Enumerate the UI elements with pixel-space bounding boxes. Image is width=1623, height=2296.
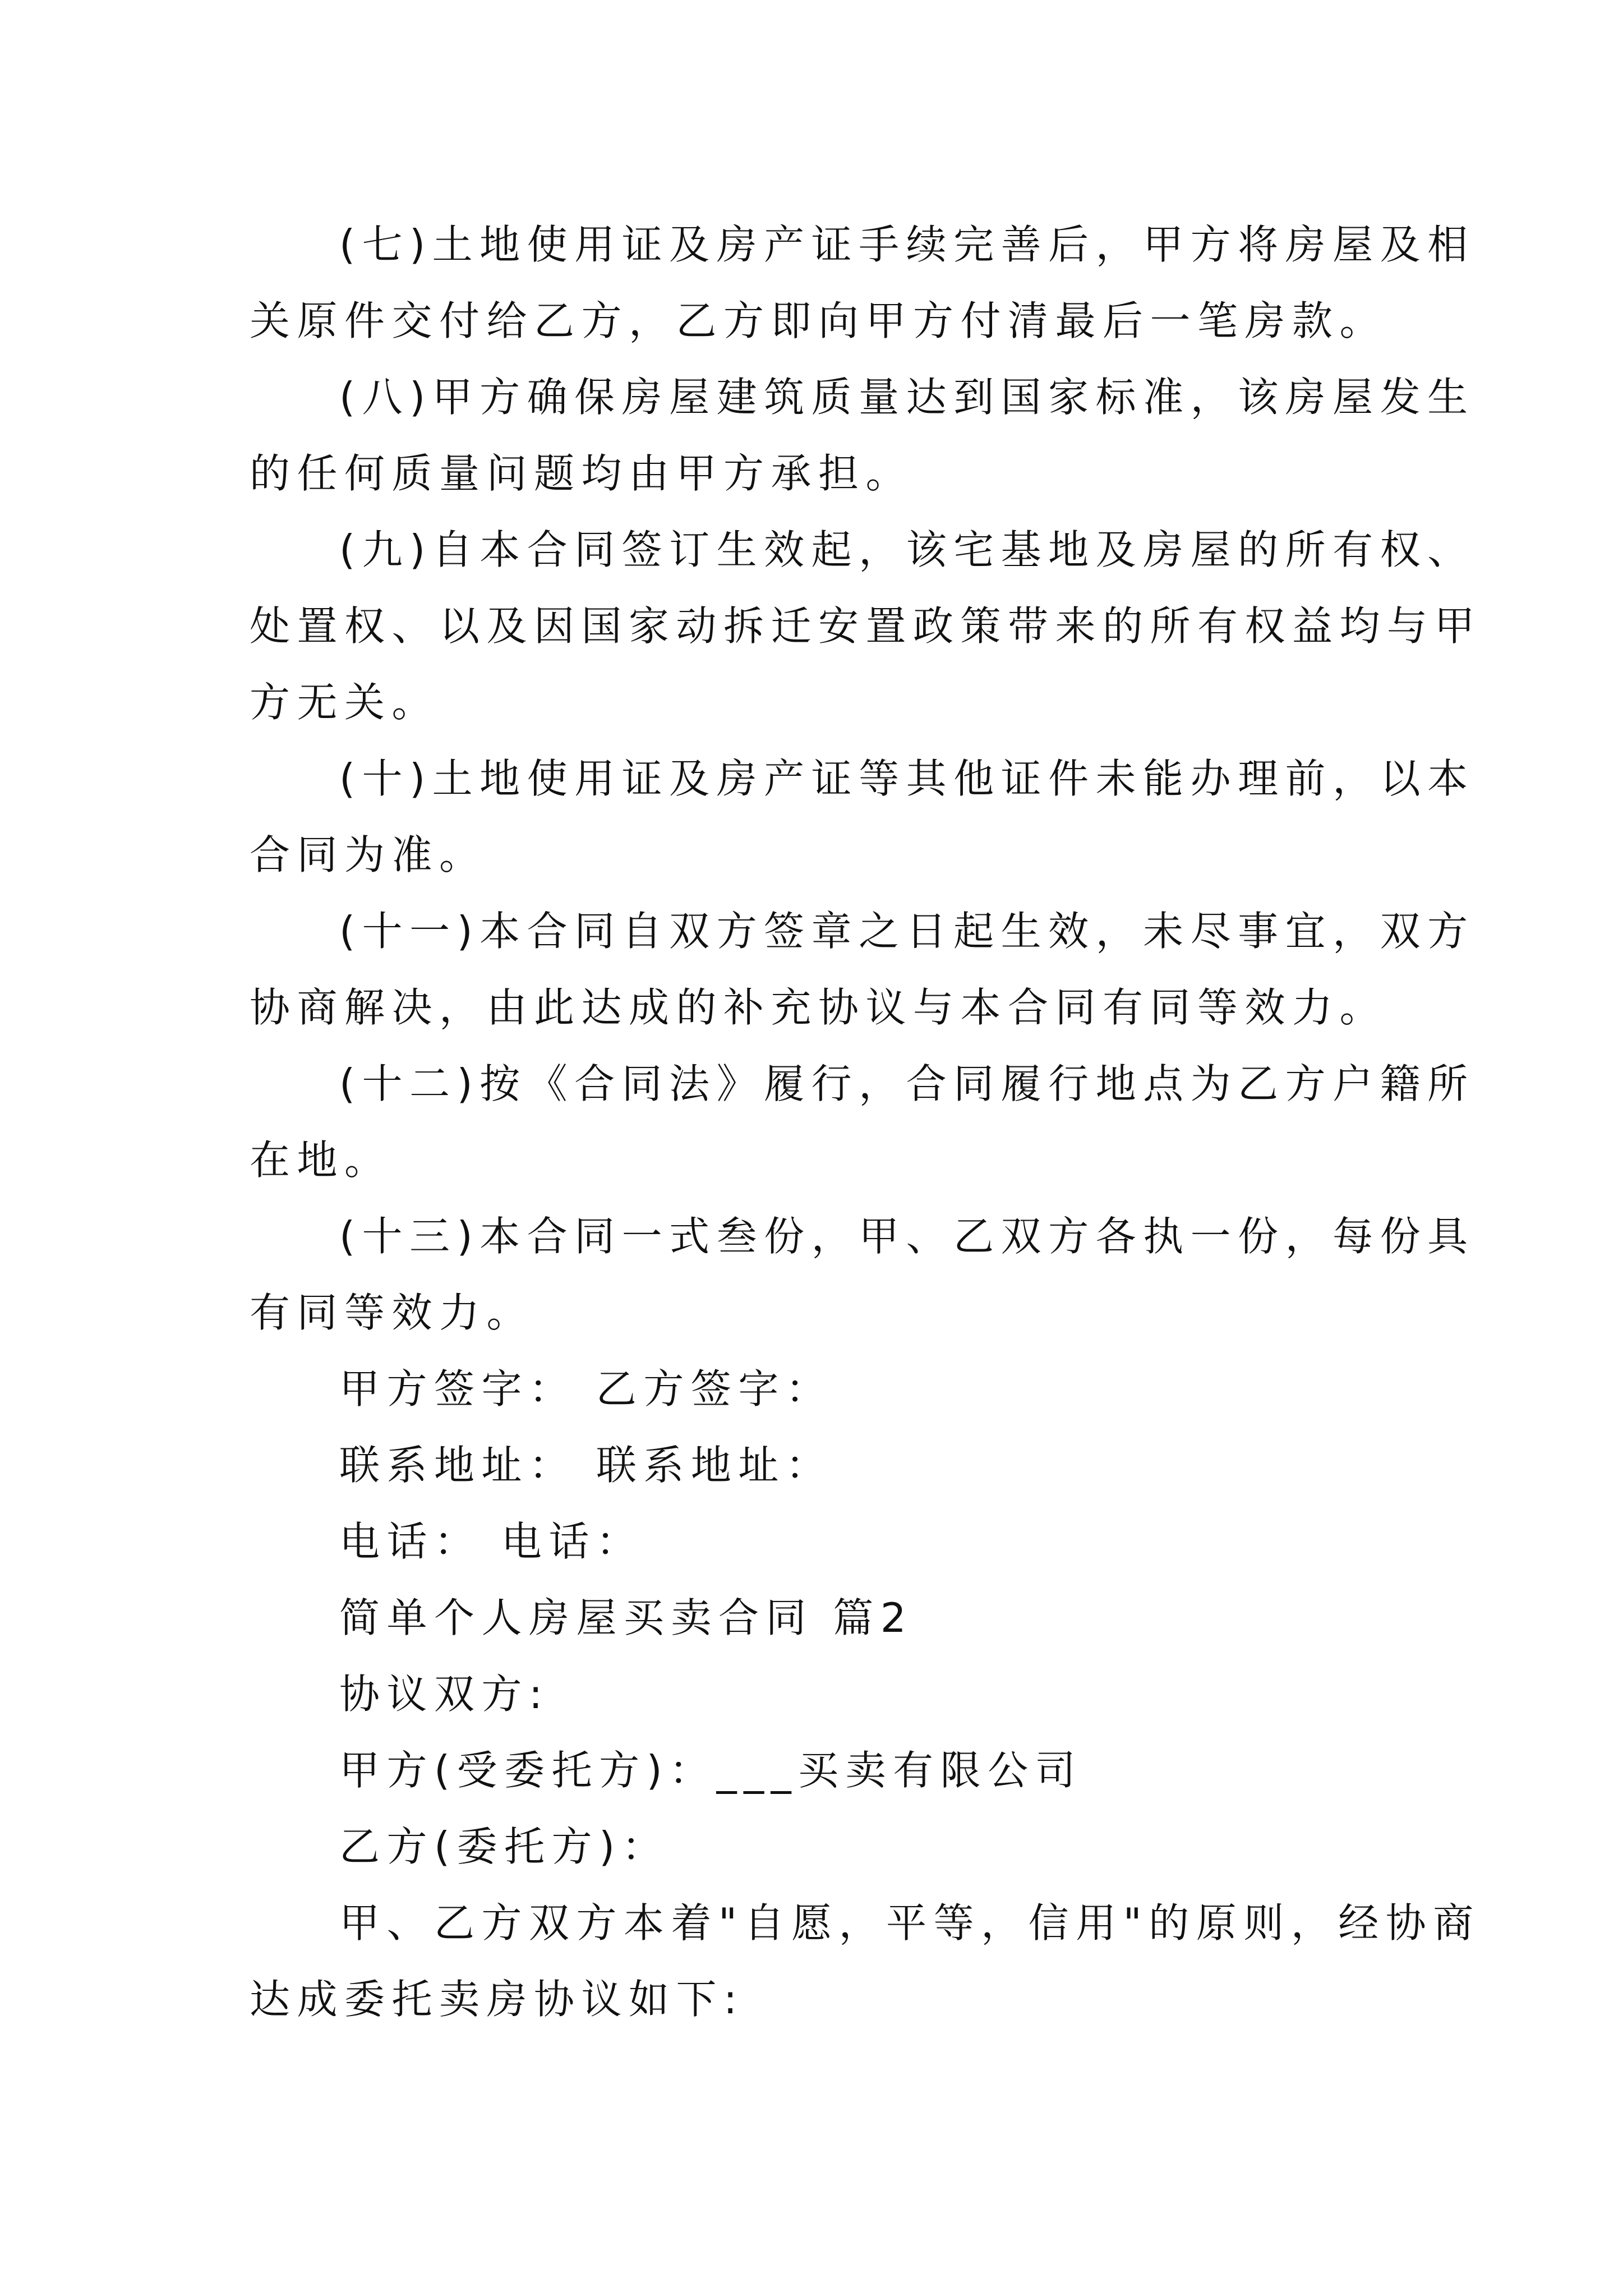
clause-12-line-2: 在地。 — [250, 1137, 392, 1184]
phone-line: 电话： 电话： — [339, 1518, 644, 1565]
section-heading: 简单个人房屋买卖合同 篇2 — [339, 1594, 914, 1641]
document-page — [250, 206, 1482, 2037]
clause-9-line-1: (九)自本合同签订生效起，该宅基地及房屋的所有权、 — [339, 526, 1475, 573]
clause-11-line-1: (十一)本合同自双方签章之日起生效，未尽事宜，双方 — [339, 908, 1475, 955]
clause-9-line-2: 处置权、以及因国家动拆迁安置政策带来的所有权益均与甲 — [250, 602, 1482, 650]
address-line: 联系地址： 联系地址： — [339, 1442, 833, 1489]
clause-12-line-1: (十二)按《合同法》履行，合同履行地点为乙方户籍所 — [339, 1060, 1475, 1107]
clause-13-line-1: (十三)本合同一式叁份，甲、乙双方各执一份，每份具 — [339, 1213, 1475, 1260]
party-b-line: 乙方(委托方)： — [339, 1823, 670, 1870]
clause-9-line-3: 方无关。 — [250, 679, 440, 726]
signature-line: 甲方签字： 乙方签字： — [339, 1365, 833, 1412]
clause-10-line-2: 合同为准。 — [250, 831, 487, 878]
clause-7-line-2: 关原件交付给乙方，乙方即向甲方付清最后一笔房款。 — [250, 297, 1387, 344]
parties-label: 协议双方: — [339, 1671, 550, 1718]
preamble-line-2: 达成委托卖房协议如下: — [250, 1976, 744, 2023]
clause-13-line-2: 有同等效力。 — [250, 1289, 534, 1336]
clause-8-line-1: (八)甲方确保房屋建筑质量达到国家标准，该房屋发生 — [339, 374, 1475, 421]
party-a-line: 甲方(受委托方)：___买卖有限公司 — [339, 1747, 1083, 1794]
clause-10-line-1: (十)土地使用证及房产证等其他证件未能办理前，以本 — [339, 755, 1475, 802]
clause-7-line-1: (七)土地使用证及房产证手续完善后，甲方将房屋及相 — [339, 221, 1475, 268]
clause-8-line-2: 的任何质量问题均由甲方承担。 — [250, 450, 914, 497]
preamble-line-1: 甲、乙方双方本着"自愿，平等，信用"的原则，经协商 — [339, 1899, 1481, 1947]
clause-11-line-2: 协商解决，由此达成的补充协议与本合同有同等效力。 — [250, 984, 1387, 1031]
